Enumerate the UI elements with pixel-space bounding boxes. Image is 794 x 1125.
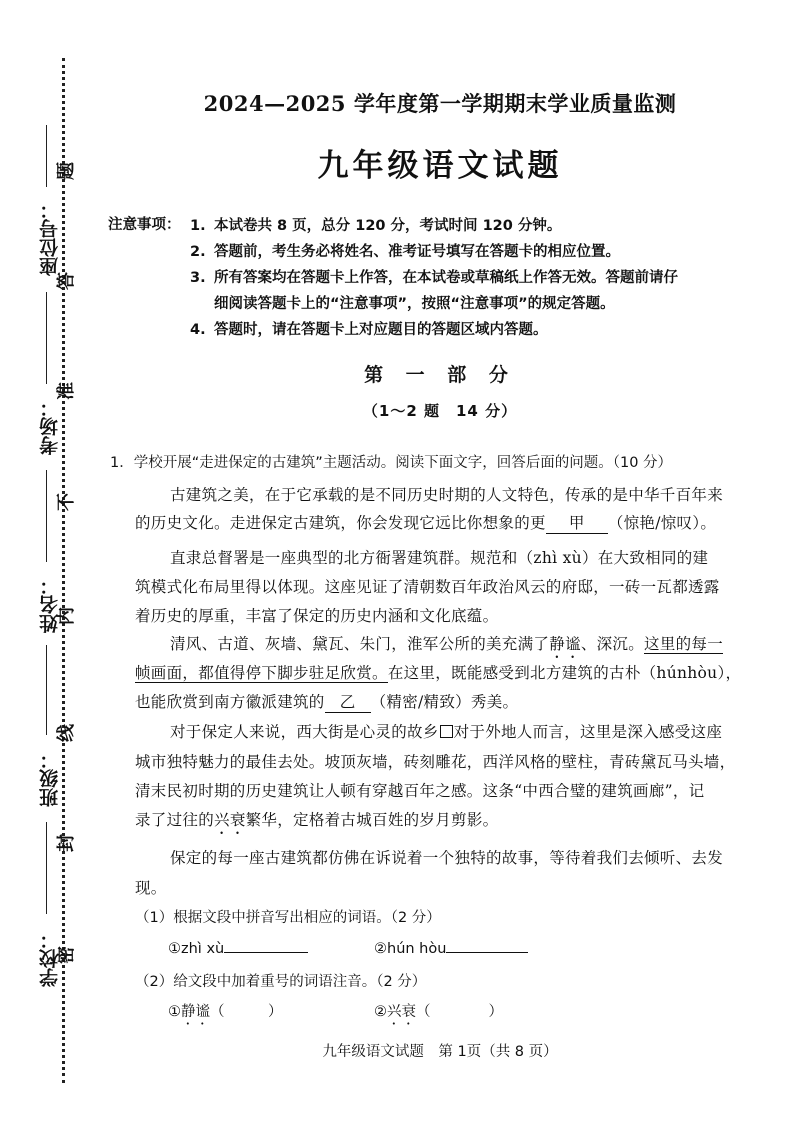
- name-fill-line[interactable]: [46, 470, 47, 562]
- school-fill-line[interactable]: [46, 822, 47, 914]
- passage-line: 也能欣赏到南方徽派建筑的 乙 （精密/精致）秀美。: [135, 690, 518, 713]
- sub-question-1: （1）根据文段中拼音写出相应的词语。（2 分）: [135, 910, 441, 926]
- part-title: 第 一 部 分: [364, 364, 516, 386]
- passage-line: 古建筑之美，在于它承载的是不同历史时期的人文特色，传承的是中华千百年来: [170, 486, 724, 504]
- name-label: 姓名：: [39, 576, 61, 633]
- answer-blank[interactable]: [224, 940, 308, 953]
- note-item: 3. 所有答案均在答题卡上作答，在本试卷或草稿纸上作答无效。答题前请仔: [190, 270, 678, 286]
- note-item: 2. 答题前，考生务必将姓名、准考证号填写在答题卡的相应位置。: [190, 244, 620, 260]
- passage-line: 直隶总督署是一座典型的北方衙署建筑群。规范和（zhì xù）在大致相同的建: [170, 549, 709, 567]
- answer-blank[interactable]: [446, 940, 528, 953]
- passage-line: 现。: [135, 879, 167, 897]
- passage-line: 保定的每一座古建筑都仿佛在诉说着一个独特的故事，等待着我们去倾听、去发: [170, 849, 724, 867]
- seal-char: 题: [56, 162, 77, 180]
- passage-line: 清末民初时期的历史建筑让人顿有穿越百年之感。这条“中西合璧的建筑画廊”，记: [135, 782, 705, 800]
- seat-label: 座位号：: [39, 200, 61, 276]
- passage-line: 录了过往的兴衰繁华，定格着古城百姓的岁月剪影。: [135, 811, 499, 829]
- emphasized-word: 静谧: [549, 635, 581, 653]
- question-stem: 1．学校开展“走进保定的古建筑”主题活动。阅读下面文字，回答后面的问题。（10 分）: [110, 455, 673, 471]
- seal-char: 密: [56, 946, 77, 964]
- exam-session-title: 2024—2025 学年度第一学期期末学业质量监测: [203, 91, 677, 116]
- part-subtitle: （1～2 题 14 分）: [362, 402, 518, 420]
- passage-line: 帧画面，都值得停下脚步驻足欣赏。在这里，既能感受到北方建筑的古朴（húnhòu），: [135, 664, 742, 682]
- underlined-sentence: 这里的每一: [644, 635, 724, 653]
- passage-line: 对于保定人来说，西大街是心灵的故乡 对于外地人而言，这里是深入感受这座: [170, 723, 723, 741]
- seal-char: 线: [56, 724, 77, 742]
- passage-line: 筑模式化布局里得以体现。这座见证了清朝数百年政治风云的府邸，一砖一瓦都透露: [135, 578, 720, 596]
- answer-item: ①静谧（ ）: [168, 1004, 283, 1020]
- paper-title: 九年级语文试题: [317, 148, 563, 184]
- seal-char: 准: [56, 382, 77, 400]
- class-label: 班级：: [39, 750, 61, 807]
- sub-question-2: （2）给文段中加着重号的词语注音。（2 分）: [135, 974, 427, 990]
- note-item: 4. 答题时，请在答题卡上对应题目的答题区域内答题。: [190, 322, 548, 338]
- class-fill-line[interactable]: [46, 645, 47, 735]
- blank-yi: 乙: [325, 690, 371, 713]
- passage-line: 的历史文化。走进保定古建筑，你会发现它远比你想象的更 甲 （惊艳/惊叹）。: [135, 511, 716, 534]
- binding-margin: [0, 0, 100, 1125]
- answer-item: ②兴衰（ ）: [374, 1004, 503, 1020]
- passage-line: 城市独特魅力的最佳去处。坡顶灰墙，砖刻雕花，西洋风格的壁柱，青砖黛瓦马头墙，: [135, 753, 736, 771]
- passage-line: 清风、古道、灰墙、黛瓦、朱门，淮军公所的美充满了静谧、深沉。这里的每一: [170, 635, 724, 653]
- notes-label: 注意事项：: [108, 217, 181, 233]
- emphasized-word: 兴衰: [214, 811, 246, 829]
- answer-item: ①zhì xù: [168, 940, 308, 957]
- page-footer: 九年级语文试题 第 1页（共 8 页）: [322, 1044, 558, 1060]
- exam-room-fill-line[interactable]: [46, 292, 47, 384]
- seal-char: 答: [56, 272, 77, 290]
- seal-char: 封: [56, 834, 77, 852]
- note-item: 细阅读答题卡上的“注意事项”，按照“注意事项”的规定答题。: [214, 296, 615, 312]
- seat-fill-line[interactable]: [46, 125, 47, 187]
- passage-line: 着历史的厚重，丰富了保定的历史内涵和文化底蕴。: [135, 607, 499, 625]
- answer-item: ②hún hòu: [374, 940, 528, 957]
- school-label: 学校：: [39, 930, 61, 987]
- punctuation-box: [440, 725, 453, 738]
- blank-jia: 甲: [546, 511, 608, 534]
- note-item: 1. 本试卷共 8 页，总分 120 分，考试时间 120 分钟。: [190, 218, 562, 234]
- underlined-sentence: 帧画面，都值得停下脚步驻足欣赏。: [135, 664, 388, 682]
- seal-char: 不: [56, 493, 77, 511]
- exam-room-label: 考场：: [39, 398, 61, 455]
- seal-char: 内: [56, 607, 77, 625]
